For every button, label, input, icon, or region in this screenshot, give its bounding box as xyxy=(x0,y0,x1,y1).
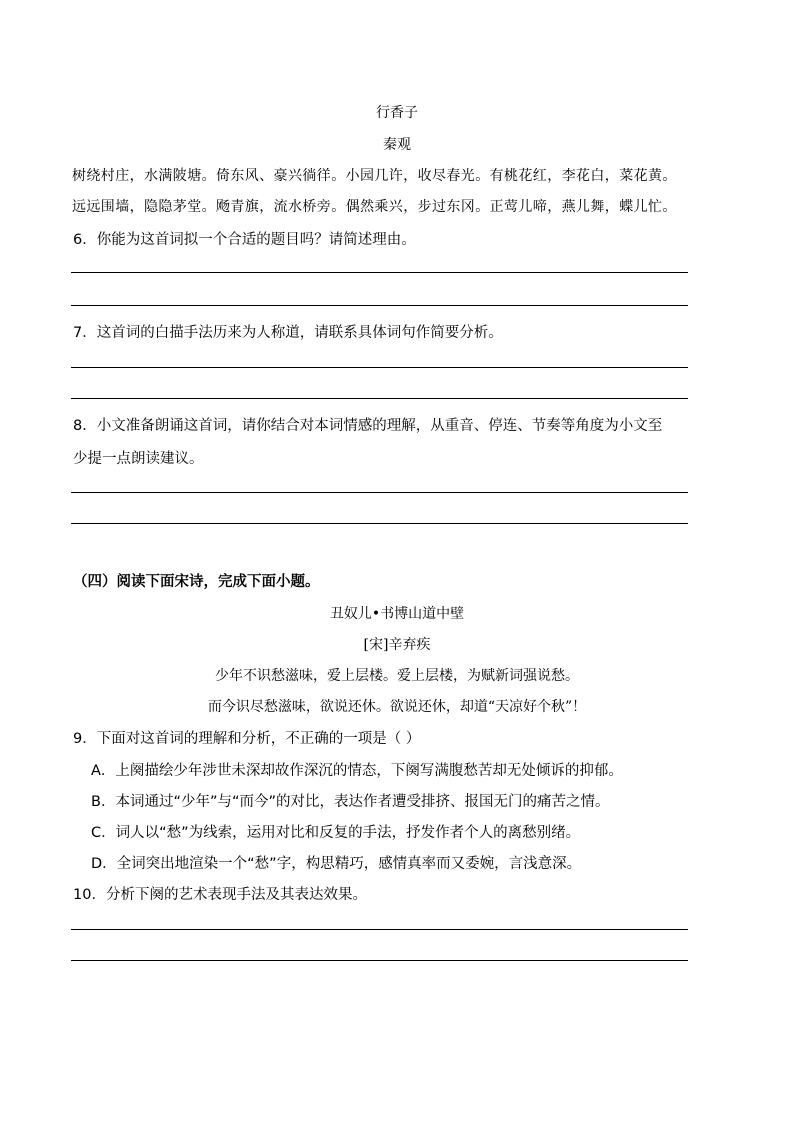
poem2-title: 丑奴儿•书博山道中壁 xyxy=(329,606,465,622)
answer-line[interactable] xyxy=(71,367,688,368)
poem1-author: 秦观 xyxy=(383,137,411,153)
option-a[interactable]: A．上阕描绘少年涉世未深却故作深沉的情态，下阕写满腹愁苦却无处倾诉的抑郁。 xyxy=(91,763,623,779)
option-d[interactable]: D．全词突出地渲染一个“愁”字，构思精巧，感情真率而又委婉，言浅意深。 xyxy=(91,856,582,872)
answer-line[interactable] xyxy=(71,398,688,399)
option-b[interactable]: B．本词通过“少年”与“而今”的对比，表达作者遭受排挤、报国无门的痛苦之情。 xyxy=(91,794,610,810)
question-10: 10．分析下阕的艺术表现手法及其表达效果。 xyxy=(73,887,367,903)
poem1-title: 行香子 xyxy=(376,105,418,121)
question-8-line-2: 少提一点朗读建议。 xyxy=(73,451,204,467)
answer-line[interactable] xyxy=(71,960,688,961)
question-6: 6．你能为这首词拟一个合适的题目吗？请简述理由。 xyxy=(73,232,416,248)
poem1-line-2: 远远围墙，隐隐茅堂。飏青旗，流水桥旁。偶然乘兴，步过东冈。正莺儿啼，燕儿舞，蝶儿忙。 xyxy=(72,199,677,215)
answer-line[interactable] xyxy=(71,272,688,273)
option-c[interactable]: C．词人以“愁”为线索，运用对比和反复的手法，抒发作者个人的离愁别绪。 xyxy=(91,825,581,841)
question-7: 7．这首词的白描手法历来为人称道，请联系具体词句作简要分析。 xyxy=(73,325,503,341)
answer-line[interactable] xyxy=(71,929,688,930)
poem2-line-1: 少年不识愁滋味，爱上层楼。爱上层楼，为赋新词强说愁。 xyxy=(215,668,579,684)
question-9: 9．下面对这首词的理解和分析，不正确的一项是（ ） xyxy=(73,731,421,747)
poem1-line-1: 树绕村庄，水满陂塘。倚东风、豪兴徜徉。小园几许，收尽春光。有桃花红，李花白，菜花黄。 xyxy=(72,168,677,184)
answer-line[interactable] xyxy=(71,305,688,306)
poem2-line-2: 而今识尽愁滋味，欲说还休。欲说还休，却道“天凉好个秋”！ xyxy=(207,699,587,715)
section-4-heading: （四）阅读下面宋诗，完成下面小题。 xyxy=(73,574,320,590)
answer-line[interactable] xyxy=(71,492,688,493)
poem2-author: [宋]辛弃疾 xyxy=(363,637,431,653)
question-8-line-1: 8．小文准备朗诵这首词，请你结合对本词情感的理解，从重音、停连、节奏等角度为小文至 xyxy=(73,418,663,434)
answer-line[interactable] xyxy=(71,523,688,524)
